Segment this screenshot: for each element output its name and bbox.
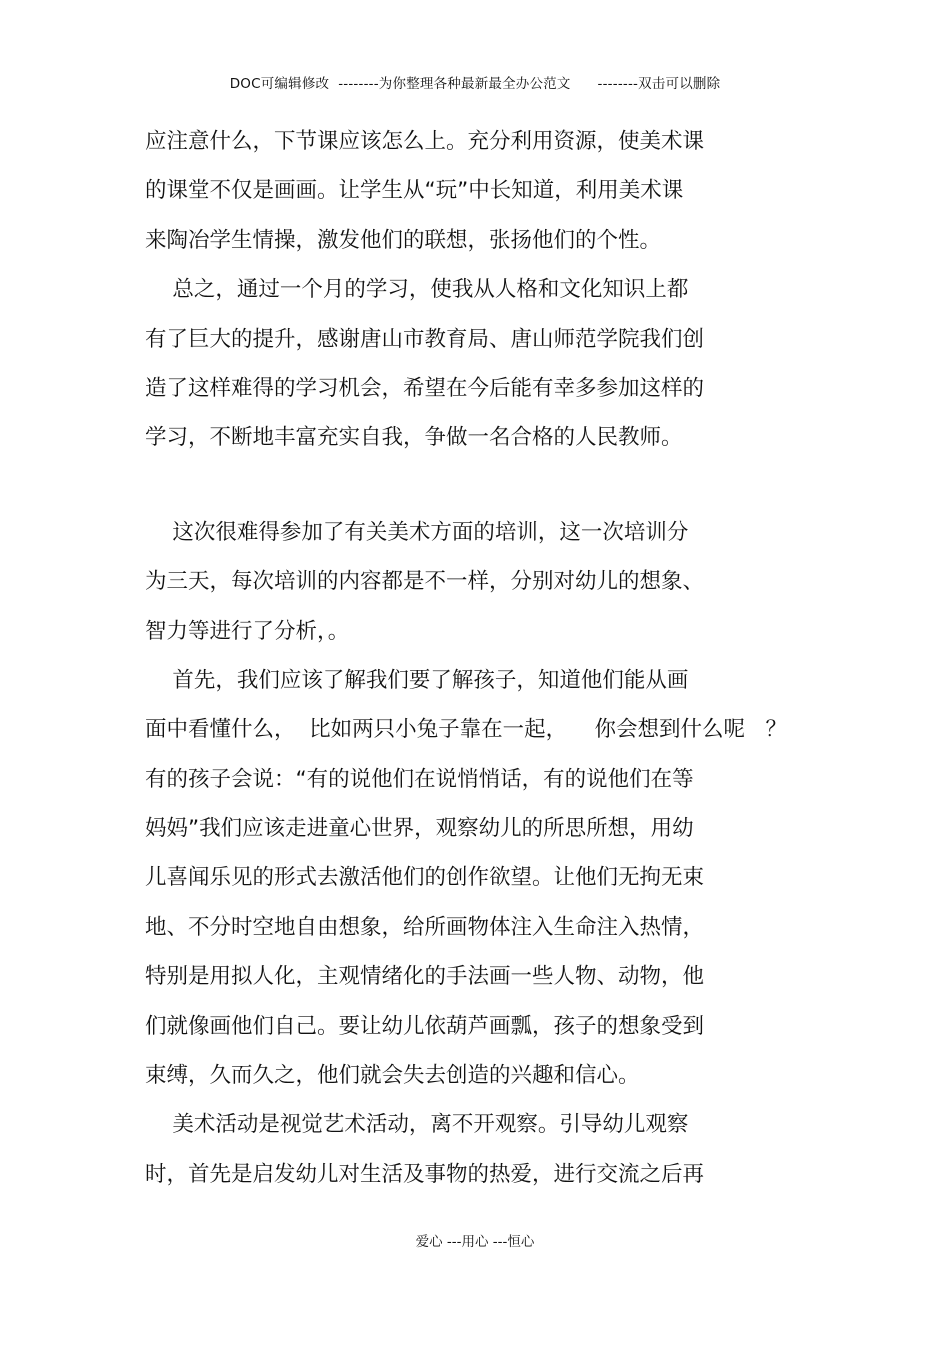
text-line: 这次很难得参加了有关美术方面的培训，这一次培训分 xyxy=(145,519,689,545)
paragraph xyxy=(145,270,825,468)
text-line: 智力等进行了分析，。 xyxy=(145,618,350,644)
paragraph xyxy=(145,122,825,270)
section-gap xyxy=(145,468,825,513)
text-line: 来陶冶学生情操，激发他们的联想，张扬他们的个性。 xyxy=(145,227,662,253)
paragraph xyxy=(145,1105,825,1204)
paragraph xyxy=(145,513,825,661)
text-line: 面中看懂什么， 比如两只小兔子靠在一起， 你会想到什么呢 ？ xyxy=(145,717,788,743)
text-line: 美术活动是视觉艺术活动，离不开观察。引导幼儿观察 xyxy=(145,1112,689,1138)
text-line: 地、不分时空地自由想象，给所画物体注入生命注入热情， xyxy=(145,914,705,940)
text-line: 有了巨大的提升，感谢唐山市教育局、唐山师范学院我们创 xyxy=(145,326,705,352)
text-line: 首先，我们应该了解我们要了解孩子，知道他们能从画 xyxy=(145,667,689,693)
text-line: 为三天，每次培训的内容都是不一样，分别对幼儿的想象、 xyxy=(145,569,705,595)
paragraph xyxy=(145,661,825,1106)
document-body xyxy=(145,122,825,1204)
text-line: 总之，通过一个月的学习，使我从人格和文化知识上都 xyxy=(145,277,689,303)
text-line: 妈妈”我们应该走进童心世界，观察幼儿的所思所想，用幼 xyxy=(145,816,694,842)
text-line: 特别是用拟人化，主观情绪化的手法画一些人物、动物，他 xyxy=(145,964,705,990)
text-line: 造了这样难得的学习机会，希望在今后能有幸多参加这样的 xyxy=(145,375,705,401)
page-footer: 爱心 ---用心 ---恒心 xyxy=(415,1234,535,1250)
text-line: 束缚，久而久之，他们就会失去创造的兴趣和信心。 xyxy=(145,1063,640,1089)
text-line: 学习，不断地丰富充实自我，争做一名合格的人民教师。 xyxy=(145,425,683,451)
text-line: 的课堂不仅是画画。让学生从“玩”中长知道，利用美术课 xyxy=(145,178,684,204)
text-line: 有的孩子会说：“有的说他们在说悄悄话，有的说他们在等 xyxy=(145,766,694,792)
page-header: DOC可编辑修改 --------为你整理各种最新最全办公范文 --------双击可以删除 xyxy=(229,76,721,92)
text-line: 们就像画他们自己。要让幼儿依葫芦画瓢，孩子的想象受到 xyxy=(145,1013,705,1039)
text-line: 时，首先是启发幼儿对生活及事物的热爱，进行交流之后再 xyxy=(145,1161,705,1187)
text-line: 应注意什么，下节课应该怎么上。充分利用资源，使美术课 xyxy=(145,129,705,154)
text-line: 儿喜闻乐见的形式去激活他们的创作欲望。让他们无拘无束 xyxy=(145,865,705,891)
